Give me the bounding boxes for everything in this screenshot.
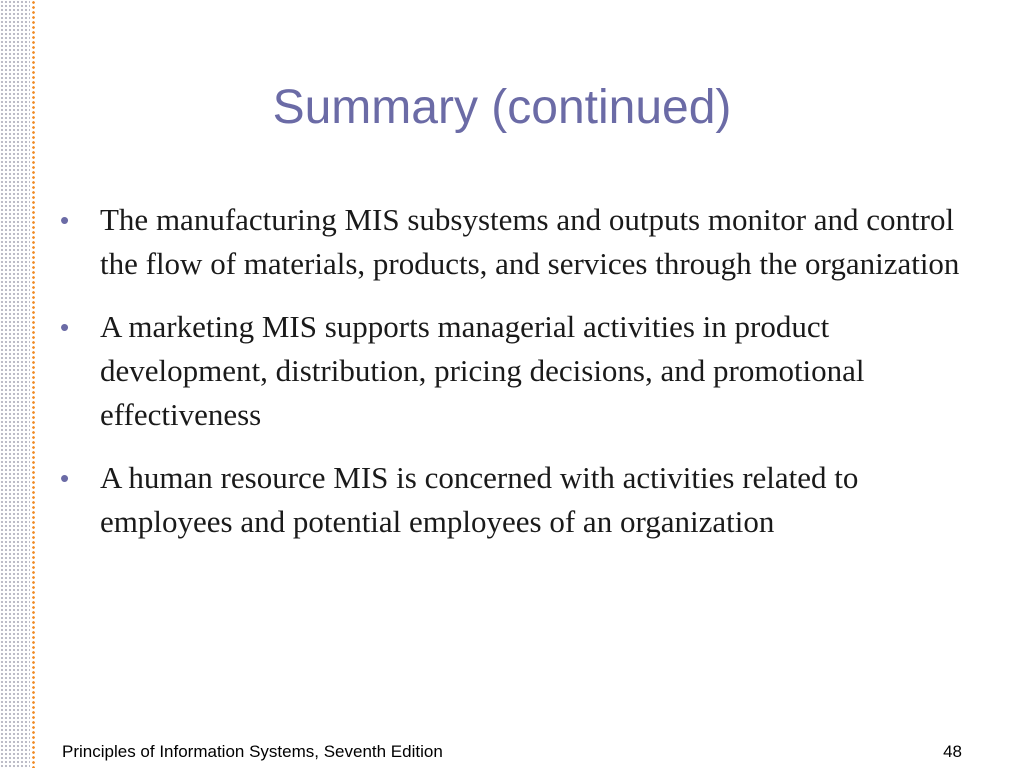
bullet-item bbox=[60, 456, 960, 544]
bullet-item bbox=[60, 198, 960, 286]
bullet-icon: • bbox=[60, 312, 70, 342]
bullet-list bbox=[60, 198, 960, 563]
footer-page-number: 48 bbox=[943, 742, 962, 761]
bullet-icon: • bbox=[60, 205, 70, 235]
bullet-text: A human resource MIS is concerned with activities related to employees and potential employees of an organization bbox=[100, 460, 859, 539]
bullet-icon: • bbox=[60, 463, 70, 493]
bullet-item bbox=[60, 305, 960, 437]
bullet-text: The manufacturing MIS subsystems and outputs monitor and control the flow of materials, products, and services through the organization bbox=[100, 202, 960, 281]
bullet-text: A marketing MIS supports managerial activities in product development, distribution, pricing decisions, and promotional effectiveness bbox=[100, 309, 865, 432]
footer-book-title: Principles of Information Systems, Seventh Edition bbox=[62, 742, 443, 761]
slide-title: Summary (continued) bbox=[272, 81, 732, 134]
